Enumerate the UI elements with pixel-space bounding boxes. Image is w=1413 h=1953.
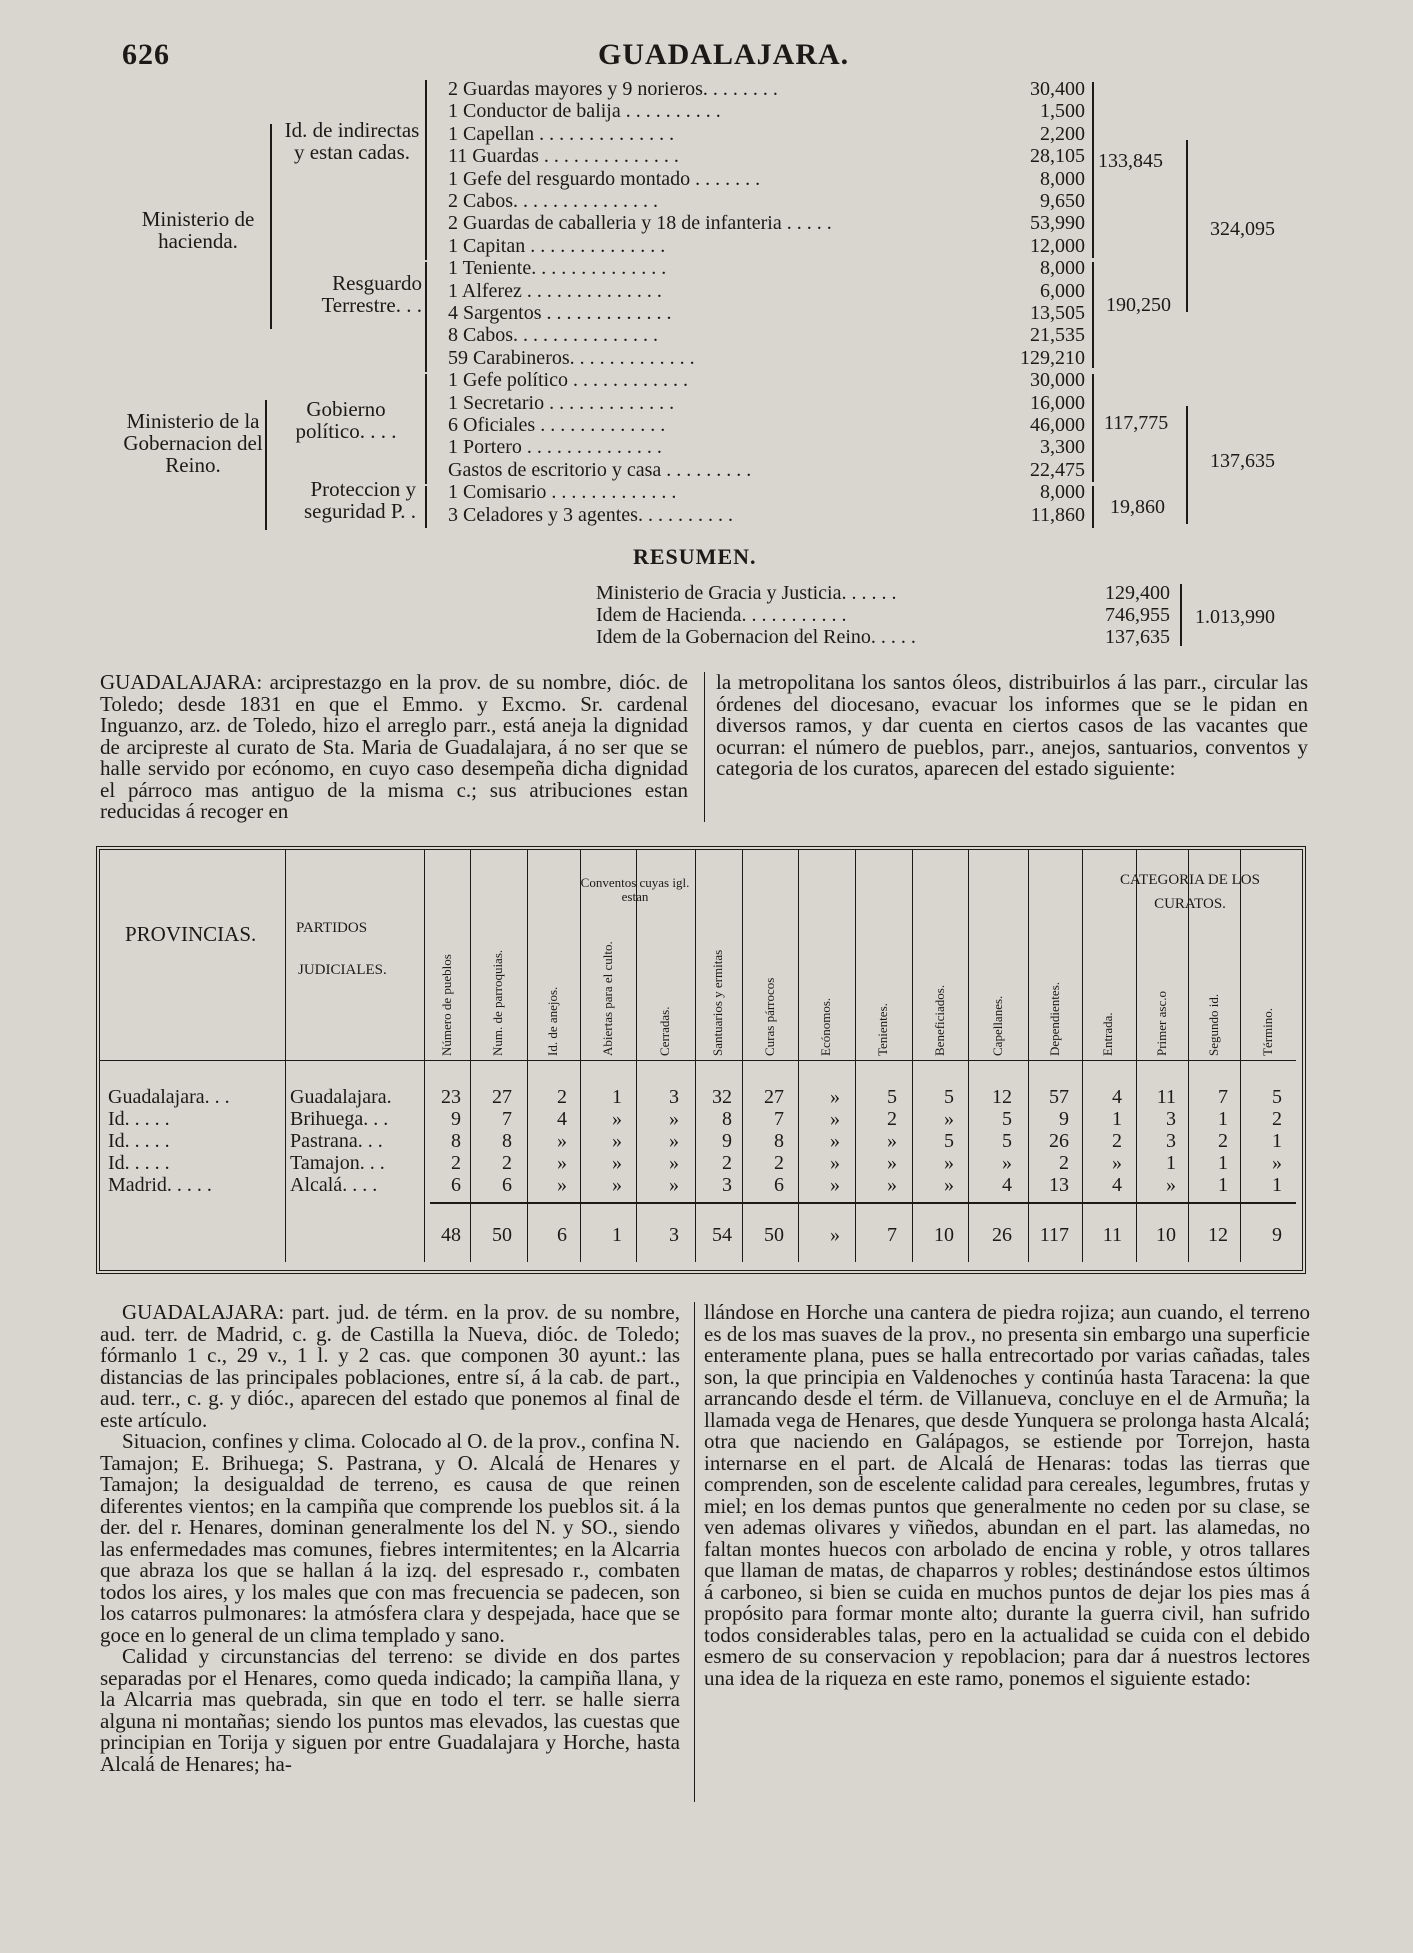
- brace-resguardo: [425, 262, 427, 372]
- table-cell: »: [612, 1108, 622, 1130]
- table-column-rule: [470, 850, 471, 1262]
- table-cell: »: [612, 1152, 622, 1174]
- table-total-cell: »: [830, 1224, 840, 1246]
- table-cell: 1: [1272, 1130, 1282, 1152]
- budget-row-desc: 2 Guardas mayores y 9 norieros. . . . . . . .: [448, 78, 778, 100]
- column-header: Num. de parroquias.: [490, 949, 505, 1056]
- table-column-rule: [424, 850, 425, 1262]
- table-cell: 26: [1049, 1130, 1069, 1152]
- subtotal-resguardo: 190,250: [1106, 294, 1171, 316]
- table-cell: 6: [451, 1174, 461, 1196]
- budget-row-desc: 8 Cabos. . . . . . . . . . . . . . .: [448, 324, 658, 347]
- para-partido: GUADALAJARA: part. jud. de térm. en la prov. de su nombre, aud. terr. de Madrid, c. g. de Castilla la Nueva, dióc. de Toledo; fórmanlo 1 c., 29 v., 1 l. y 2 cas. que componen 30 ayunt.: las distancias de las principales poblaciones, entre sí, á la cab. de part., aud. terr., c. g. y dióc., aparecen del estado que ponemos al final de este artículo.: [100, 1300, 680, 1432]
- table-cell: 7: [502, 1108, 512, 1130]
- budget-row-amount: 8,000: [1040, 257, 1085, 280]
- budget-row-desc: 11 Guardas . . . . . . . . . . . . . .: [448, 145, 679, 168]
- table-cell: 2: [1272, 1108, 1282, 1130]
- table-column-rule: [636, 850, 637, 1262]
- table-cell: »: [669, 1130, 679, 1152]
- budget-row-desc: 1 Alferez . . . . . . . . . . . . . .: [448, 279, 662, 302]
- table-total-cell: 12: [1208, 1224, 1228, 1246]
- brace-right-gobernacion: [1186, 406, 1188, 524]
- table-cell: 9: [1059, 1108, 1069, 1130]
- th-provincias: PROVINCIAS.: [125, 922, 257, 946]
- table-cell: »: [669, 1108, 679, 1130]
- column-header: Beneficiados.: [932, 984, 947, 1056]
- column-divider-top: [704, 672, 705, 822]
- row-provincia: Id. . . . .: [108, 1152, 170, 1174]
- table-cell: 5: [944, 1086, 954, 1108]
- budget-row-desc: 1 Gefe del resguardo montado . . . . . . .: [448, 167, 761, 190]
- budget-row-desc: 6 Oficiales . . . . . . . . . . . . .: [448, 414, 666, 436]
- table-cell: »: [1112, 1152, 1122, 1174]
- table-cell: »: [557, 1130, 567, 1152]
- table-cell: 8: [774, 1130, 784, 1152]
- table-cell: 23: [441, 1086, 461, 1108]
- brace-right-indirectas: [1092, 82, 1094, 258]
- table-cell: 2: [557, 1086, 567, 1108]
- resumen-row-amount: 746,955: [1105, 604, 1170, 626]
- table-total-cell: 50: [492, 1224, 512, 1246]
- table-cell: 4: [1002, 1174, 1012, 1196]
- table-cell: 2: [774, 1152, 784, 1174]
- table-cell: »: [612, 1174, 622, 1196]
- brace-right-proteccion: [1092, 486, 1094, 528]
- table-column-rule: [855, 850, 856, 1262]
- table-total-cell: 9: [1272, 1224, 1282, 1246]
- page-title: GUADALAJARA.: [598, 38, 850, 71]
- table-cell: 1: [612, 1086, 622, 1108]
- row-provincia: Id. . . . .: [108, 1108, 170, 1130]
- th-categoria: CATEGORIA DE LOS CURATOS.: [1119, 872, 1260, 912]
- budget-row-amount: 8,000: [1040, 481, 1085, 504]
- table-cell: »: [669, 1174, 679, 1196]
- table-cell: 57: [1049, 1086, 1069, 1108]
- column-header: Ecónomos.: [818, 997, 833, 1056]
- row-partido: Tamajon. . .: [290, 1152, 385, 1174]
- table-cell: 3: [722, 1174, 732, 1196]
- resumen-row-amount: 137,635: [1105, 626, 1170, 648]
- table-cell: 6: [774, 1174, 784, 1196]
- budget-row-amount: 28,105: [1030, 145, 1085, 168]
- budget-row-desc: 1 Capellan . . . . . . . . . . . . . .: [448, 122, 675, 145]
- table-cell: »: [944, 1152, 954, 1174]
- table-cell: »: [830, 1152, 840, 1174]
- budget-row-desc: 1 Portero . . . . . . . . . . . . . .: [448, 436, 662, 459]
- table-cell: »: [557, 1152, 567, 1174]
- row-partido: Pastrana. . .: [290, 1130, 383, 1152]
- column-header: Tenientes.: [875, 1003, 890, 1056]
- budget-row-amount: 3,300: [1040, 436, 1085, 459]
- table-column-rule: [742, 850, 743, 1262]
- table-total-cell: 26: [992, 1224, 1012, 1246]
- indirectas-label: Id. de indirectas y estan cadas.: [284, 118, 420, 164]
- th-partidos: PARTIDOS: [296, 920, 368, 936]
- table-cell: 5: [1272, 1086, 1282, 1108]
- table-cell: »: [1166, 1174, 1176, 1196]
- resumen-total: 1.013,990: [1195, 606, 1275, 628]
- table-cell: 27: [492, 1086, 512, 1108]
- column-header: Abiertas para el culto.: [600, 941, 615, 1056]
- table-cell: 12: [992, 1086, 1012, 1108]
- budget-row-desc: 59 Carabineros. . . . . . . . . . . . .: [448, 346, 695, 369]
- brace-gobernacion: [265, 400, 267, 530]
- budget-row-amount: 2,200: [1040, 122, 1085, 145]
- table-cell: 1: [1218, 1108, 1228, 1130]
- budget-row-desc: 2 Cabos. . . . . . . . . . . . . . .: [448, 190, 658, 212]
- column-header: Entrada.: [1100, 1012, 1115, 1056]
- budget-row-amount: 16,000: [1030, 391, 1085, 414]
- brace-hacienda: [270, 124, 272, 329]
- budget-row-desc: 1 Secretario . . . . . . . . . . . . .: [448, 391, 675, 414]
- table-cell: 1: [1218, 1174, 1228, 1196]
- column-header: Curas párrocos: [762, 977, 777, 1056]
- table-cell: »: [1002, 1152, 1012, 1174]
- table-cell: »: [830, 1108, 840, 1130]
- intro-left: GUADALAJARA: arciprestazgo en la prov. de su nombre, dióc. de Toledo; desde 1831 en que el Emmo. y Excmo. Sr. cardenal Inguanzo, arz. de Toledo, hizo el arreglo parr., está aneja la dignidad de arcipreste al curato de Sta. Maria de Guadalajara, á no ser que se halle servido por ecónomo, en cuyo caso desempeña dicha dignidad el párroco mas antiguo de la misma c.; sus atribuciones estan reducidas á recoger en: [100, 670, 688, 823]
- table-cell: 6: [502, 1174, 512, 1196]
- table-cell: 5: [1002, 1108, 1012, 1130]
- budget-row-desc: 1 Conductor de balija . . . . . . . . . .: [448, 100, 721, 123]
- column-header: Santuarios y ermitas: [710, 949, 725, 1056]
- ministerio-gobernacion-label: Ministerio de la Gobernacion del Reino.: [123, 409, 263, 477]
- table-cell: 2: [502, 1152, 512, 1174]
- table-cell: »: [887, 1130, 897, 1152]
- row-partido: Brihuega. . .: [290, 1108, 389, 1130]
- budget-row-desc: 1 Teniente. . . . . . . . . . . . . .: [448, 257, 667, 280]
- text-right-column: llándose en Horche una cantera de piedra rojiza; aun cuando, el terreno es de los mas suaves de la prov., no presenta sin embargo una superficie enteramente plana, pues se halla entrecortado por varias cañadas, tales son, la que principia en Valdenoches y continúa hasta Taracena: la que arrancando desde el térm. de Villanueva, concluye en el de Armuña; la llamada vega de Henares, que desde Yunquera se prolonga hasta Alcalá; otra que naciendo en Galápagos, se estiende por Torrejon, hasta internarse en el part. de Alcalá de Henaras: todas las tierras que comprenden, son de escelente calidad para cereales, legumbres, frutas y miel; en los demas puntos que generalmente no ceden por su clase, se ven ademas olivares y viñedos, abundan en el part. las alamedas, no faltan montes huecos con arbolado de encina y roble, y otros tallares que llaman de matas, de chaparros y robles; destinándose estos últimos á carboneo, si bien se cuida en muchos puntos de dejar los pies mas á propósito para formar monte alto; durante la guerra civil, han sufrido todos considerables talas, pero en la actualidad se cuida con el debido esmero de su conservacion y repoblacion; para dar á nuestros lectores una idea de la riqueza en este ramo, ponemos el siguiente estado:: [704, 1300, 1310, 1690]
- subtotal-hacienda: 324,095: [1210, 218, 1275, 240]
- table-cell: 5: [1002, 1130, 1012, 1152]
- table-column-rule: [1028, 850, 1029, 1262]
- budget-row-amount: 53,990: [1030, 212, 1085, 235]
- brace-right-gobierno: [1092, 374, 1094, 482]
- table-cell: 11: [1156, 1086, 1176, 1108]
- table-cell: »: [612, 1130, 622, 1152]
- para-calidad: Calidad y circunstancias del terreno: se divide en dos partes separadas por el Henares, como queda indicado; la campiña llana, y la Alcarria mas quebrada, sin que en todo el terr. se halle sierra alguna ni montañas; siendo los puntos mas elevados, las cuestas que principian en Torija y siguen por entre Guadalajara y Horche, hasta Alcalá de Henares; ha-: [100, 1644, 680, 1776]
- subtotal-indirectas: 133,845: [1098, 150, 1163, 172]
- table-total-cell: 117: [1039, 1224, 1069, 1246]
- column-header: Id. de anejos.: [545, 986, 560, 1056]
- subtotal-gobernacion: 137,635: [1210, 450, 1275, 472]
- resumen-row-label: Ministerio de Gracia y Justicia. . . . . .: [596, 582, 897, 604]
- budget-row-desc: 3 Celadores y 3 agentes. . . . . . . . . .: [448, 503, 733, 526]
- resumen-title: RESUMEN.: [633, 544, 757, 569]
- row-provincia: Id. . . . .: [108, 1130, 170, 1152]
- table-cell: 8: [502, 1130, 512, 1152]
- budget-row-desc: 1 Comisario . . . . . . . . . . . . .: [448, 481, 677, 504]
- brace-proteccion: [425, 486, 427, 528]
- table-total-cell: 11: [1102, 1224, 1122, 1246]
- column-header: Segundo id.: [1206, 993, 1221, 1056]
- table-column-rule: [285, 850, 286, 1262]
- table-cell: »: [557, 1174, 567, 1196]
- subtotal-proteccion: 19,860: [1110, 496, 1165, 518]
- budget-row-desc: 1 Capitan . . . . . . . . . . . . . .: [448, 234, 666, 257]
- table-total-rule: [430, 1202, 1296, 1204]
- column-divider-bottom: [694, 1302, 695, 1802]
- table-cell: »: [944, 1174, 954, 1196]
- table-header-rule: [100, 1060, 1296, 1061]
- budget-row-amount: 13,505: [1030, 302, 1085, 324]
- page-number: 626: [122, 38, 170, 71]
- table-cell: 1: [1166, 1152, 1176, 1174]
- table-total-cell: 54: [712, 1224, 732, 1246]
- table-cell: 2: [451, 1152, 461, 1174]
- table-cell: »: [944, 1108, 954, 1130]
- column-header: Primer asc.o: [1154, 991, 1169, 1056]
- th-conventos: Conventos cuyas igl. estan: [580, 875, 690, 904]
- budget-row-amount: 21,535: [1030, 324, 1085, 347]
- budget-row-amount: 46,000: [1030, 414, 1085, 436]
- table-total-cell: 7: [887, 1224, 897, 1246]
- table-column-rule: [695, 850, 696, 1262]
- table-column-rule: [527, 850, 528, 1262]
- table-cell: 2: [722, 1152, 732, 1174]
- th-judiciales: JUDICIALES.: [298, 962, 387, 978]
- table-cell: 32: [712, 1086, 732, 1108]
- table-cell: 5: [944, 1130, 954, 1152]
- budget-row-desc: 2 Guardas de caballeria y 18 de infanteria . . . . .: [448, 212, 832, 235]
- row-partido: Guadalajara.: [290, 1086, 392, 1108]
- budget-row-amount: 30,000: [1030, 369, 1085, 392]
- budget-row-desc: 4 Sargentos . . . . . . . . . . . . .: [448, 302, 672, 324]
- budget-row-amount: 9,650: [1040, 190, 1085, 212]
- resumen-row-label: Idem de la Gobernacion del Reino. . . . .: [596, 626, 916, 648]
- table-cell: 3: [1166, 1108, 1176, 1130]
- ministerio-hacienda-label: Ministerio de hacienda.: [141, 207, 255, 253]
- column-header: Cerradas.: [657, 1006, 672, 1056]
- budget-row-amount: 1,500: [1040, 100, 1085, 123]
- brace-indirectas: [425, 80, 427, 260]
- table-total-cell: 6: [557, 1224, 567, 1246]
- row-partido: Alcalá. . . .: [290, 1174, 378, 1196]
- resumen-row-amount: 129,400: [1105, 582, 1170, 604]
- para-situacion: Situacion, confines y clima. Colocado al O. de la prov., confina N. Tamajon; E. Brihuega; S. Pastrana, y O. Alcalá de Henares y Tamajon; la desigualdad de terreno, es causa de que reinen diferentes vientos; en la campiña que comprende los pueblos sit. á la der. del r. Henares, dominan generalmente los del N. y SO., siendo las enfermedades mas comunes, fiebres intermitentes; en la Alcarria que abraza los que se hallan á la izq. del espresado r., combaten todos los aires, y los males que con mas frecuencia se padecen, son los catarros pulmonares: la atmósfera clara y despejada, hace que se goce en lo general de un clima templado y sano.: [100, 1429, 680, 1647]
- brace-right-resguardo: [1092, 262, 1094, 368]
- table-cell: 9: [722, 1130, 732, 1152]
- table-cell: 2: [1059, 1152, 1069, 1174]
- table-column-rule: [798, 850, 799, 1262]
- brace-resumen: [1180, 584, 1182, 646]
- text-left-column: [100, 1302, 680, 1775]
- budget-row-amount: 11,860: [1030, 503, 1085, 526]
- table-cell: 7: [774, 1108, 784, 1130]
- budget-row-amount: 6,000: [1040, 279, 1085, 302]
- gobierno-label: Gobierno político. . . .: [295, 397, 397, 443]
- table-cell: »: [669, 1152, 679, 1174]
- table-cell: »: [830, 1086, 840, 1108]
- table-total-cell: 1: [612, 1224, 622, 1246]
- proteccion-label: Proteccion y seguridad P. .: [304, 477, 416, 523]
- budget-row-amount: 12,000: [1030, 234, 1085, 257]
- table-cell: »: [887, 1174, 897, 1196]
- intro-right: la metropolitana los santos óleos, distribuirlos á las parr., circular las órdenes del diocesano, evacuar los informes que se le pidan en diversos ramos, y dar cuenta en ciertos casos de las vacantes que ocurran: el número de pueblos, parr., anejos, santuarios, conventos y categoria de los curatos, aparecen del estado siguiente:: [716, 670, 1308, 780]
- table-cell: »: [830, 1130, 840, 1152]
- table-cell: 3: [669, 1086, 679, 1108]
- table-column-rule: [912, 850, 913, 1262]
- table-total-cell: 48: [441, 1224, 461, 1246]
- subtotal-gobierno: 117,775: [1104, 412, 1169, 434]
- table-cell: 3: [1166, 1130, 1176, 1152]
- table-cell: 2: [1218, 1130, 1228, 1152]
- budget-row-amount: 129,210: [1020, 346, 1085, 369]
- table-cell: 8: [451, 1130, 461, 1152]
- table-column-rule: [580, 850, 581, 1262]
- table-total-cell: 10: [934, 1224, 954, 1246]
- table-cell: 4: [557, 1108, 567, 1130]
- table-cell: 1: [1272, 1174, 1282, 1196]
- table-cell: »: [830, 1174, 840, 1196]
- column-header: Número de pueblos: [439, 954, 454, 1056]
- budget-row-amount: 22,475: [1030, 458, 1085, 481]
- table-cell: 4: [1112, 1086, 1122, 1108]
- brace-right-hacienda: [1186, 140, 1188, 312]
- column-header: Término.: [1260, 1007, 1275, 1056]
- table-column-rule: [1082, 850, 1083, 1262]
- brace-gobierno: [425, 374, 427, 484]
- table-cell: »: [887, 1152, 897, 1174]
- budget-row-amount: 30,400: [1030, 78, 1085, 100]
- table-total-cell: 50: [764, 1224, 784, 1246]
- resguardo-label: Resguardo Terrestre. . .: [321, 271, 422, 317]
- table-cell: 2: [1112, 1130, 1122, 1152]
- table-cell: 7: [1218, 1086, 1228, 1108]
- table-cell: »: [1272, 1152, 1282, 1174]
- table-cell: 8: [722, 1108, 732, 1130]
- column-header: Capellanes.: [990, 995, 1005, 1056]
- table-total-cell: 3: [669, 1224, 679, 1246]
- table-total-cell: 10: [1156, 1224, 1176, 1246]
- table-column-rule: [968, 850, 969, 1262]
- table-cell: 4: [1112, 1174, 1122, 1196]
- budget-row-desc: 1 Gefe político . . . . . . . . . . . .: [448, 369, 688, 392]
- table-cell: 9: [451, 1108, 461, 1130]
- table-cell: 13: [1049, 1174, 1069, 1196]
- column-header: Dependientes.: [1047, 981, 1062, 1056]
- table-cell: 2: [887, 1108, 897, 1130]
- table-cell: 1: [1112, 1108, 1122, 1130]
- budget-row-amount: 8,000: [1040, 167, 1085, 190]
- table-cell: 1: [1218, 1152, 1228, 1174]
- resumen-row-label: Idem de Hacienda. . . . . . . . . . .: [596, 604, 847, 626]
- table-cell: 27: [764, 1086, 784, 1108]
- row-provincia: Guadalajara. . .: [108, 1086, 230, 1108]
- table-cell: 5: [887, 1086, 897, 1108]
- row-provincia: Madrid. . . . .: [108, 1174, 212, 1196]
- budget-row-desc: Gastos de escritorio y casa . . . . . . . . .: [448, 458, 752, 481]
